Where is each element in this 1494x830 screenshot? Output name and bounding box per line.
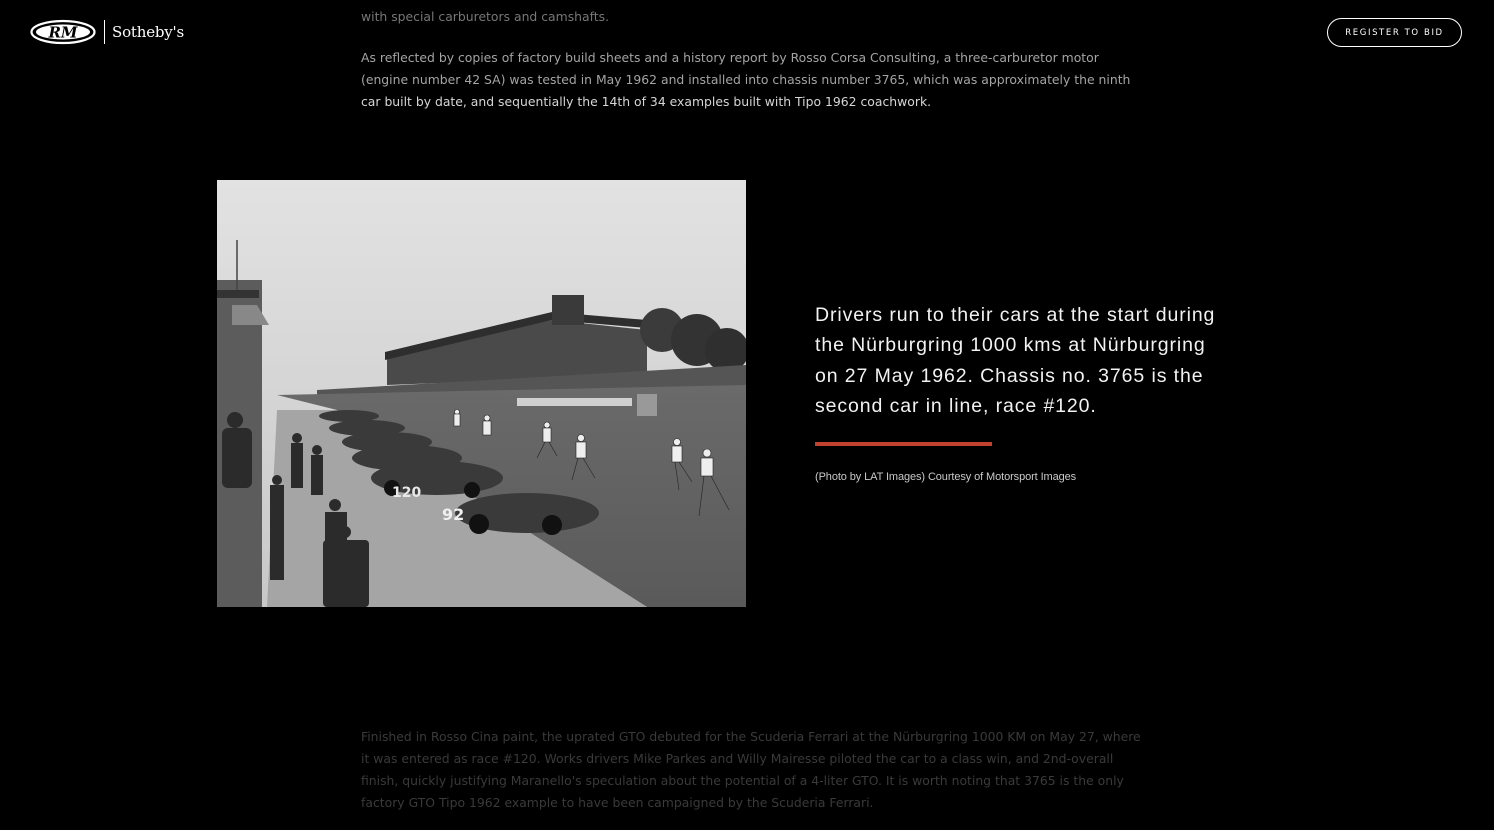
- brand-name: Sotheby's: [112, 23, 184, 41]
- car-number-120: 120: [392, 485, 422, 501]
- race-start-photo: [217, 180, 746, 607]
- article-paragraph-debut: Finished in Rosso Cina paint, the uprated GTO debuted for the Scuderia Ferrari at the Nürburgring 1000 KM on May 27, where it was entered as race #120. Works drivers Mike Parkes and Willy Mairesse piloted the car to a class win, and 2nd-overall finish, quickly justifying Maranello's speculation about the potential of a 4-liter GTO. It is worth noting that 3765 is the only factory GTO Tipo 1962 example to have been campaigned by the Scuderia Ferrari.: [361, 729, 1141, 810]
- article-paragraph-text: As reflected by copies of factory build sheets and a history report by Rosso Corsa Consulting, a three-carburetor motor (engine number 42 SA) was tested in May 1962 and installed into chassis number 3765, which was approximately the ninth: [361, 50, 1131, 87]
- brand-logo-link[interactable]: [30, 18, 184, 46]
- car-number-92: 92: [442, 505, 465, 524]
- register-to-bid-button[interactable]: REGISTER TO BID: [1327, 18, 1462, 47]
- photo-caption: Drivers run to their cars at the start during the Nürburgring 1000 kms at Nürburgring on 27 May 1962. Chassis no. 3765 is the second car in line, race #120.: [815, 304, 1216, 417]
- photo-credit: (Photo by LAT Images) Courtesy of Motorsport Images: [815, 471, 1077, 483]
- caption-accent-rule: [815, 442, 992, 446]
- svg-text:RM: RM: [48, 23, 78, 42]
- article-paragraph-build-history: [361, 47, 1141, 113]
- article-paragraph-text-highlight: car built by date, and sequentially the 14th of 34 examples built with Tipo 1962 coachwork.: [361, 94, 932, 109]
- article-paragraph-fragment: with special carburetors and camshafts.: [361, 9, 610, 24]
- rm-logo-icon: [30, 19, 96, 45]
- brand-divider: [104, 20, 105, 44]
